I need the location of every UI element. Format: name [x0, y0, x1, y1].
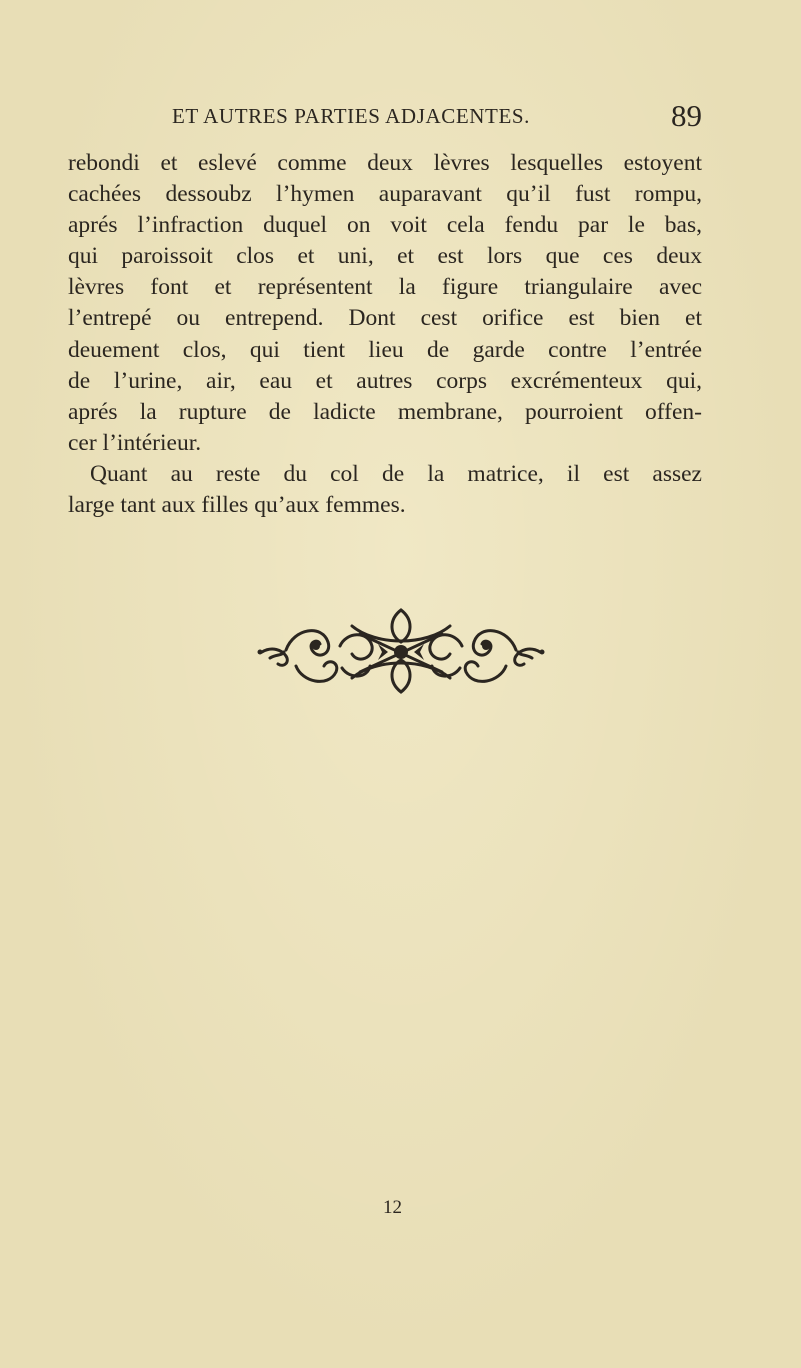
signature-mark: 12	[383, 1197, 402, 1218]
text-line: rebondi et eslevé comme deux lèvres lesquelles estoyent	[68, 150, 702, 176]
text-line: deuement clos, qui tient lieu de garde contre l’entrée	[68, 336, 702, 363]
text-line: de l’urine, air, eau et autres corps excrémenteux qui,	[68, 367, 702, 394]
page-number: 89	[671, 98, 702, 133]
text-line: lèvres font et représentent la figure triangulaire avec	[68, 274, 702, 301]
running-title: ET AUTRES PARTIES ADJACENTES.	[172, 104, 531, 128]
running-head	[68, 98, 702, 138]
floral-tailpiece-ornament-icon	[256, 606, 546, 696]
text-line: cachées dessoubz l’hymen auparavant qu’il fust rompu,	[68, 181, 702, 208]
text-line: aprés la rupture de ladicte membrane, pourroient offen-	[68, 398, 702, 425]
text-line: l’entrepé ou entrepend. Dont cest orifice est bien et	[68, 305, 702, 332]
text-line: qui paroissoit clos et uni, et est lors que ces deux	[68, 243, 702, 270]
text-line: cer l’intérieur.	[68, 429, 202, 456]
body-text	[68, 148, 702, 521]
text-line: Quant au reste du col de la matrice, il est assez	[90, 460, 702, 487]
text-line: large tant aux filles qu’aux femmes.	[68, 492, 406, 519]
text-line: aprés l’infraction duquel on voit cela fendu par le bas,	[68, 212, 702, 239]
